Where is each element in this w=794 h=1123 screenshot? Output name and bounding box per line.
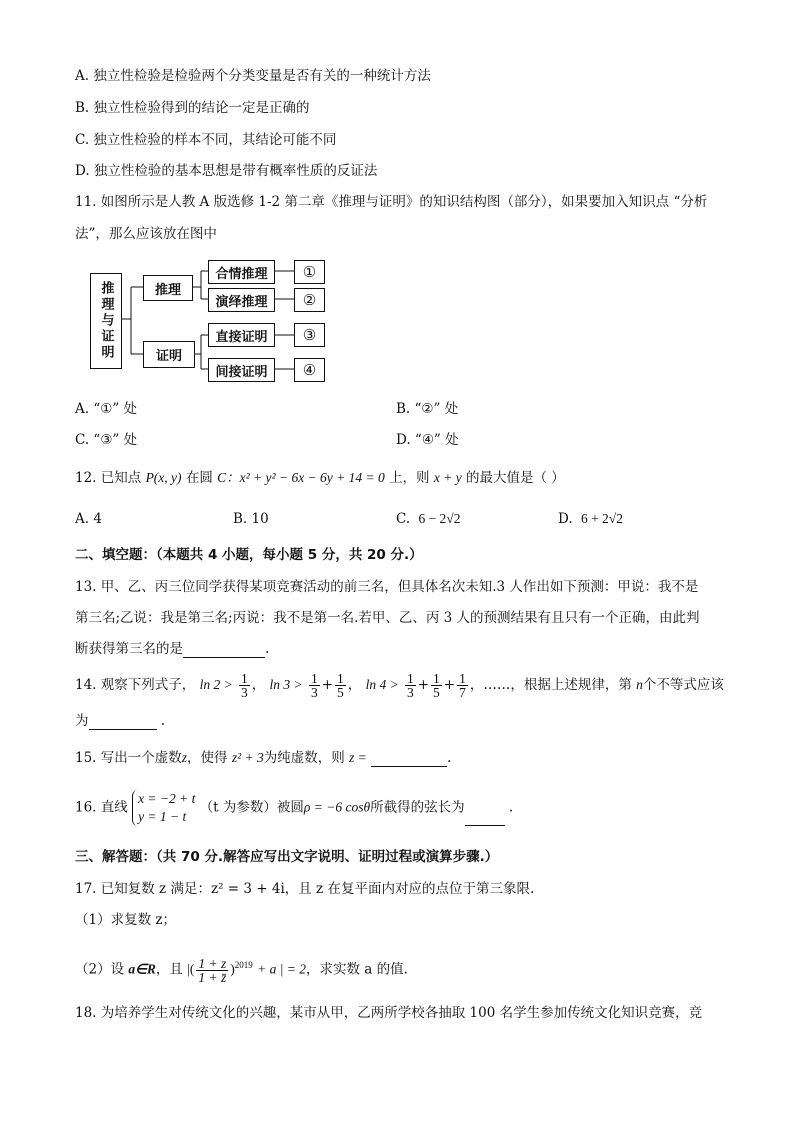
q12-suffix: 上，则 xyxy=(389,470,430,486)
diagram-plausible-reasoning: 合情推理 xyxy=(208,260,275,284)
frac-den: 5 xyxy=(337,685,344,700)
q14-sep: ， xyxy=(251,677,266,693)
q15-prefix: 15. 写出一个虚数 xyxy=(75,750,182,766)
q16-prefix: 16. 直线 xyxy=(75,799,128,816)
frac-num: 1 xyxy=(433,671,440,686)
q17-part1: （1）求复数 z； xyxy=(75,912,176,928)
q14-frac-1-7 xyxy=(457,672,468,699)
diagram-slot-3: ③ xyxy=(294,323,325,347)
q12-prefix: 12. 已知点 xyxy=(75,470,142,486)
q13-answer-blank[interactable] xyxy=(183,643,265,658)
q17-tail: + a | = 2 xyxy=(257,961,307,977)
diagram-slot-2: ② xyxy=(294,288,325,312)
frac-num: 1 xyxy=(240,671,248,686)
diagram-reasoning: 推理 xyxy=(143,275,193,301)
q11-option-d: D. “④” 处 xyxy=(396,432,459,448)
q14-frac-1-3 xyxy=(309,672,320,699)
q10-option-d: D. 独立性检验的基本思想是带有概率性质的反证法 xyxy=(75,163,378,179)
q12-expr: x + y xyxy=(433,470,462,485)
q15-answer-blank[interactable] xyxy=(371,752,447,767)
q12-end: 的最大值是（ ） xyxy=(466,470,565,486)
diagram-indirect-proof: 间接证明 xyxy=(208,358,275,382)
q16-eq1: x = −2 + t xyxy=(138,791,196,806)
q12-option-d xyxy=(558,510,623,528)
diagram-slot-1: ① xyxy=(294,260,325,284)
q17-denominator: 1 + z̄ xyxy=(198,969,227,985)
q16-equation-system xyxy=(132,790,195,826)
q14-ln2: ln 2 > xyxy=(199,677,233,692)
diagram-root: 推理与证明 xyxy=(90,273,122,369)
q15-expr: z² + 3 xyxy=(231,750,264,765)
q12-circle: C：x² + y² − 6x − 6y + 14 = 0 xyxy=(217,470,385,485)
q14-n: n xyxy=(636,677,643,692)
q17-power: 2019 xyxy=(234,960,253,970)
q11-option-a: A. “①” 处 xyxy=(75,401,138,417)
q14-line2-text: 为 xyxy=(75,713,89,729)
q14-line2: 为 . xyxy=(75,713,166,729)
q15-mid2: 为纯虚数，则 xyxy=(263,750,345,766)
section-solve-heading: 三、解答题：（共 70 分.解答应写出文字说明、证明过程或演算步骤.） xyxy=(75,849,499,865)
q16-stem: 16. 直线 x = −2 + t y = 1 − t （t 为参数）被圆ρ = −6 cosθ所截得的弦长为 . xyxy=(75,791,514,824)
frac-num: 1 xyxy=(459,671,466,686)
diagram-slot-4: ④ xyxy=(294,358,325,382)
q12-option-a: A. 4 xyxy=(75,511,102,527)
q15-end: . xyxy=(447,750,452,766)
q14-stem xyxy=(75,670,724,700)
q12-option-d-label: D. xyxy=(558,511,573,527)
q10-option-a: A. 独立性检验是检验两个分类变量是否有关的一种统计方法 xyxy=(75,68,431,84)
q18-line1: 18. 为培养学生对传统文化的兴趣，某市从甲，乙两所学校各抽取 100 名学生参加传统文化知识竞赛，竞 xyxy=(75,1005,703,1021)
q17-set: a∈R xyxy=(128,961,156,977)
frac-den: 5 xyxy=(433,685,440,700)
frac-den: 3 xyxy=(240,685,248,700)
q14-end: 个不等式应该 xyxy=(642,677,724,693)
q14-sep: ， xyxy=(347,677,362,693)
q17-part2-end: ，求实数 a 的值. xyxy=(306,961,408,978)
q17-part2-prefix: （2）设 xyxy=(75,961,125,978)
q17-part2-mid: ，且 xyxy=(155,961,183,978)
plus-sign: + xyxy=(417,677,430,693)
diagram-proof: 证明 xyxy=(143,341,195,368)
plus-sign: + xyxy=(321,677,334,693)
q14-frac-1-5 xyxy=(431,672,442,699)
frac-den: 3 xyxy=(406,685,414,700)
q16-eq2: y = 1 − t xyxy=(138,809,187,824)
diagram-deductive-reasoning: 演绎推理 xyxy=(208,288,275,312)
plus-sign: + xyxy=(443,677,456,693)
q11-option-b: B. “②” 处 xyxy=(396,401,459,417)
q16-end: 所截得的弦长为 xyxy=(370,799,465,816)
q12-point: P(x, y) xyxy=(145,470,182,485)
q16-answer-blank[interactable] xyxy=(465,811,505,826)
frac-num: 1 xyxy=(310,671,318,686)
q12-option-c-label: C. xyxy=(396,511,411,527)
q15-z: z xyxy=(181,750,188,765)
q16-param: （t 为参数）被圆 xyxy=(199,799,304,816)
q11-option-c: C. “③” 处 xyxy=(75,432,138,448)
q12-stem xyxy=(75,469,565,487)
q12-option-b: B. 10 xyxy=(233,511,269,527)
q10-option-b: B. 独立性检验得到的结论一定是正确的 xyxy=(75,100,310,116)
q12-option-d-value: 6 + 2√2 xyxy=(580,511,623,526)
frac-den: 3 xyxy=(310,685,318,700)
q12-option-c xyxy=(396,510,460,528)
q17-fraction xyxy=(196,957,228,984)
q14-prefix: 14. 观察下列式子， xyxy=(75,677,196,693)
q14-frac-1-5 xyxy=(335,672,346,699)
q14-suffix: ，……，根据上述规律，第 xyxy=(469,677,632,693)
q15-eq: z = xyxy=(349,750,367,765)
q14-ln4: ln 4 > xyxy=(365,677,399,692)
q11-stem-line1: 11. 如图所示是人教 A 版选修 1-2 第二章《推理与证明》的知识结构图（部分），如果要加入知识点 “分析 xyxy=(75,194,708,210)
q10-option-c: C. 独立性检验的样本不同，其结论可能不同 xyxy=(75,132,337,148)
q11-stem-line2: 法”，那么应该放在图中 xyxy=(75,226,217,242)
frac-num: 1 xyxy=(406,671,414,686)
q17-numerator: 1 + z xyxy=(198,955,227,971)
diagram-direct-proof: 直接证明 xyxy=(208,323,275,347)
q15-stem xyxy=(75,749,451,767)
q13-line3-text: 断获得第三名的是 xyxy=(75,641,183,657)
q13-line3: 断获得第三名的是 . xyxy=(75,641,270,657)
q17-stem: 17. 已知复数 z 满足：z² = 3 + 4i，且 z 在复平面内对应的点位于第三象限. xyxy=(75,881,535,897)
q17-part2: （2）设 a∈R，且 |( $\frac{1 + z}{1 + z̄}$ )$^{2019}$ + a | = 2，求实数 a 的值. xyxy=(75,955,408,985)
q13-line2: 第三名;乙说：我是第三名;丙说：我不是第一名.若甲、乙、丙 3 人的预测结果有且只有一个正确，由此判 xyxy=(75,610,700,626)
q12-mid: 在圆 xyxy=(185,470,213,486)
q14-answer-blank[interactable] xyxy=(89,715,157,730)
section-fill-in-heading: 二、填空题：（本题共 4 小题，每小题 5 分，共 20 分.） xyxy=(75,547,423,563)
frac-num: 1 xyxy=(337,671,344,686)
q12-option-c-value: 6 − 2√2 xyxy=(418,511,461,526)
q14-frac-1-3 xyxy=(239,672,250,699)
q15-mid: ，使得 xyxy=(187,750,228,766)
frac-den: 7 xyxy=(459,685,466,700)
q13-line1: 13. 甲、乙、丙三位同学获得某项竞赛活动的前三名，但具体名次未知.3 人作出如下预测：甲说：我不是 xyxy=(75,579,699,595)
q14-ln3: ln 3 > xyxy=(269,677,303,692)
q16-circle: ρ = −6 cosθ xyxy=(303,799,371,815)
q14-frac-1-3 xyxy=(405,672,416,699)
